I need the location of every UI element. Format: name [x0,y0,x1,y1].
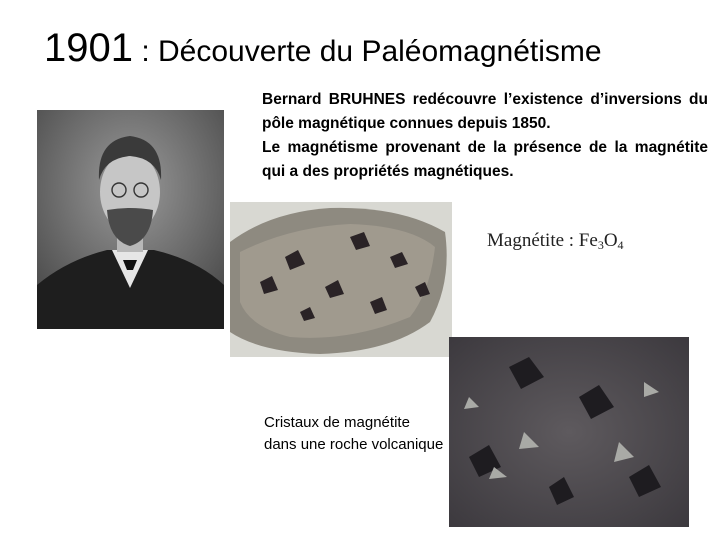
slide-title [44,24,602,76]
mineral-name: Magnétite : Fe [487,230,598,251]
intro-paragraph-1: Bernard BRUHNES redécouvre l’existence d’inversions du pôle magnétique connues depuis 1850. [262,91,708,132]
intro-paragraph-2: Le magnétisme provenant de la présence de la magnétite qui a des propriétés magnétiques. [262,139,708,180]
photo-caption: Cristaux de magnétite dans une roche volcanique [264,414,444,453]
magnetite-crystals-photo [449,337,689,527]
magnetite-rock-photo [230,202,452,357]
title-year: 1901 [44,26,133,70]
formula-oxygen: O [603,230,618,251]
portrait-photo [37,110,224,329]
intro-text [262,88,708,184]
formula-subscript-4: 4 [617,238,624,252]
mineral-formula [487,230,624,253]
formula-subscript-3: 3 [597,238,604,252]
title-text: : Découverte du Paléomagnétisme [132,35,602,68]
